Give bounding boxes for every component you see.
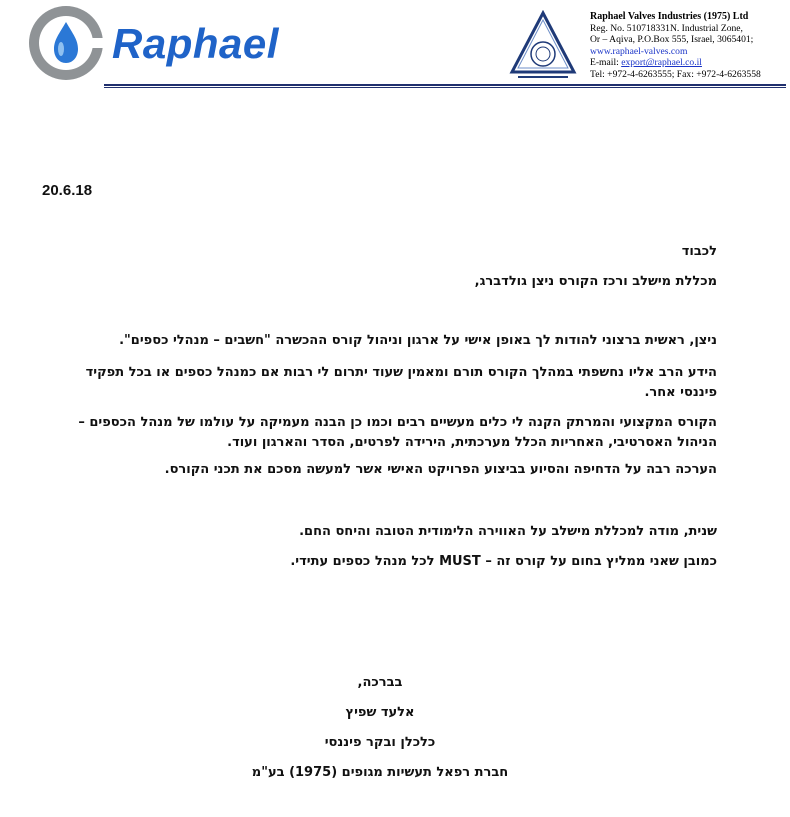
company-email-line xyxy=(590,57,786,69)
company-phone: Tel: +972-4-6263555; Fax: +972-4-6263558 xyxy=(590,68,761,80)
paragraph-knowledge: הידע הרב אליו נחשפתי במהלך הקורס תורם ומאמין שעוד יתרום לי רבות אם כמנהל כספים או בכל תפקיד פיננסי אחר. xyxy=(85,365,717,400)
paragraph-college: שנית, מודה למכללת מישלב על האווירה הלימודית הטובה והיחס החם. xyxy=(299,524,717,539)
raphael-drop-logo-icon xyxy=(28,5,104,81)
company-name: Raphael Valves Industries (1975) Ltd xyxy=(590,11,749,22)
paragraph-thanks: ניצן, ראשית ברצוני להודות לך באופן אישי על ארגון וניהול קורס ההכשרה "חשבים – מנהלי כספים". xyxy=(119,333,717,348)
company-registration: Reg. No. 510718331N. Industrial Zone, xyxy=(590,22,743,34)
email-link[interactable]: export@raphael.co.il xyxy=(621,57,702,69)
paragraph-recommendation: כמובן שאני ממליץ בחום על קורס זה – MUST לכל מנהל כספים עתידי. xyxy=(290,554,717,569)
email-label: E-mail: xyxy=(590,57,619,69)
paragraph-course: הקורס המקצועי והמרתק הקנה לי כלים מעשיים רבים וכמו כן הבנה מעמיקה על עולמו של מנהל הכספים – הניהול האסרטיבי, האחריות הכלל מערכתית, הירידה לפרטים, הסדר והארגון ועוד. xyxy=(78,415,717,450)
recipient: מכללת מישלב ורכז הקורס ניצן גולדברג, xyxy=(474,274,717,289)
signer-name: אלעד שפיץ xyxy=(345,705,415,720)
letterhead xyxy=(0,0,790,92)
company-website[interactable]: www.raphael-valves.com xyxy=(590,45,688,57)
logo-wordmark: Raphael xyxy=(112,20,279,67)
company-details xyxy=(590,11,786,81)
header-divider xyxy=(104,84,786,86)
signer-company: חברת רפאל תעשיות מגופים (1975) בע"מ xyxy=(251,765,509,780)
standards-institution-certification-icon xyxy=(508,10,578,86)
header-divider-thin xyxy=(104,87,786,88)
company-address: Or – Aqiva, P.O.Box 555, Israel, 3065401; xyxy=(590,34,754,46)
closing: בברכה, xyxy=(357,675,403,690)
paragraph-appreciation: הערכה רבה על הדחיפה והסיוע בביצוע הפרויקט האישי אשר למעשה מסכם את תכני הקורס. xyxy=(164,462,717,477)
salutation: לכבוד xyxy=(681,244,717,259)
letter-date: 20.6.18 xyxy=(42,182,93,199)
signer-role: כלכלן ובקר פיננסי xyxy=(324,735,436,750)
